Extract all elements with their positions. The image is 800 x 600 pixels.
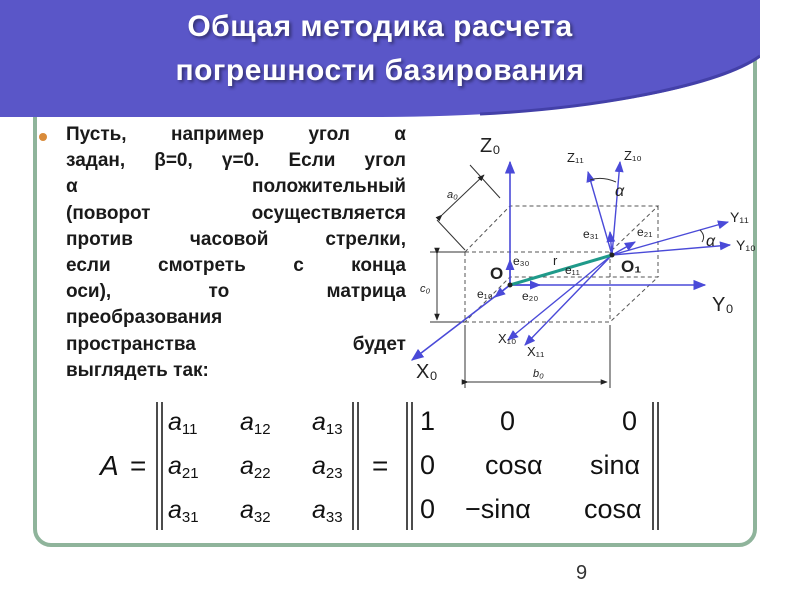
left-matrix-cell: a32: [240, 496, 271, 526]
right-matrix-cell: 0: [622, 406, 638, 436]
label-x0: X₀: [416, 361, 438, 383]
formula-lhs: A: [100, 450, 119, 481]
left-matrix-cell: a22: [240, 452, 271, 482]
label-o1: O₁: [621, 257, 642, 276]
label-b0: b₀: [533, 368, 544, 380]
paragraph-line: если смотреть с конца: [66, 255, 406, 277]
label-alpha-right: α: [706, 233, 716, 250]
left-matrix-cell: a21: [168, 452, 199, 482]
left-matrix-cell: a23: [312, 452, 343, 482]
paragraph-line: задан, β=0, γ=0. Если угол: [66, 150, 406, 172]
paragraph-line: (поворот осуществляется: [66, 202, 406, 224]
label-z10: Z₁₀: [624, 148, 642, 163]
formula-eq-2: =: [372, 450, 389, 481]
label-e10: e₁₀: [477, 287, 493, 301]
left-matrix-cell: a13: [312, 408, 343, 438]
paragraph-line: преобразования: [66, 307, 223, 329]
matrix-formula: [95, 398, 695, 533]
paragraph-line: α положительный: [66, 176, 406, 198]
formula-eq-1: =: [130, 450, 147, 481]
paragraph-line: пространства будет: [66, 333, 406, 355]
right-matrix-cell: cosα: [485, 450, 543, 480]
paragraph-line: выглядеть так:: [66, 359, 209, 381]
paragraph-line: против часовой стрелки,: [66, 228, 406, 250]
label-x11: X₁₁: [527, 344, 545, 359]
paragraph-line: оси), то матрица: [66, 281, 406, 303]
label-e31: e₃₁: [583, 227, 599, 241]
coordinate-diagram: [405, 122, 775, 392]
right-matrix-cell: −sinα: [465, 494, 531, 524]
label-x10: X₁₀: [498, 331, 517, 346]
left-matrix-cell: a11: [168, 408, 198, 438]
label-a0: a₀: [447, 189, 458, 201]
right-matrix-cell: 0: [420, 450, 436, 480]
left-matrix-cell: a31: [168, 496, 199, 526]
label-z11: Z₁₁: [567, 150, 584, 165]
left-matrix-cell: a33: [312, 496, 343, 526]
label-e11: e₁₁: [565, 263, 580, 277]
label-o: O: [490, 264, 504, 283]
right-matrix-cell: 0: [500, 406, 516, 436]
label-c0: c₀: [420, 283, 431, 295]
right-matrix-cell: 1: [420, 406, 436, 436]
label-y10: Y₁₀: [736, 237, 756, 253]
label-e30: e₃₀: [513, 254, 530, 268]
right-matrix-cell: sinα: [590, 450, 641, 480]
title-line-2: погрешности базирования: [175, 54, 585, 87]
bullet-dot: [39, 133, 47, 141]
paragraph-line: Пусть, например угол α: [66, 124, 406, 145]
right-matrix-cell: cosα: [584, 494, 642, 524]
label-y11: Y₁₁: [730, 209, 749, 225]
label-r: r: [553, 253, 558, 268]
page-number: 9: [576, 562, 588, 584]
title-line-1: Общая методика расчета: [187, 10, 573, 43]
label-alpha-top: α: [615, 183, 625, 200]
label-z0: Z₀: [480, 135, 501, 157]
label-y0: Y₀: [712, 294, 734, 316]
label-e20: e₂₀: [522, 289, 539, 303]
label-e21: e₂₁: [637, 225, 653, 239]
right-matrix-cell: 0: [420, 494, 436, 524]
left-matrix-cell: a12: [240, 408, 271, 438]
body-paragraph: [66, 122, 406, 384]
